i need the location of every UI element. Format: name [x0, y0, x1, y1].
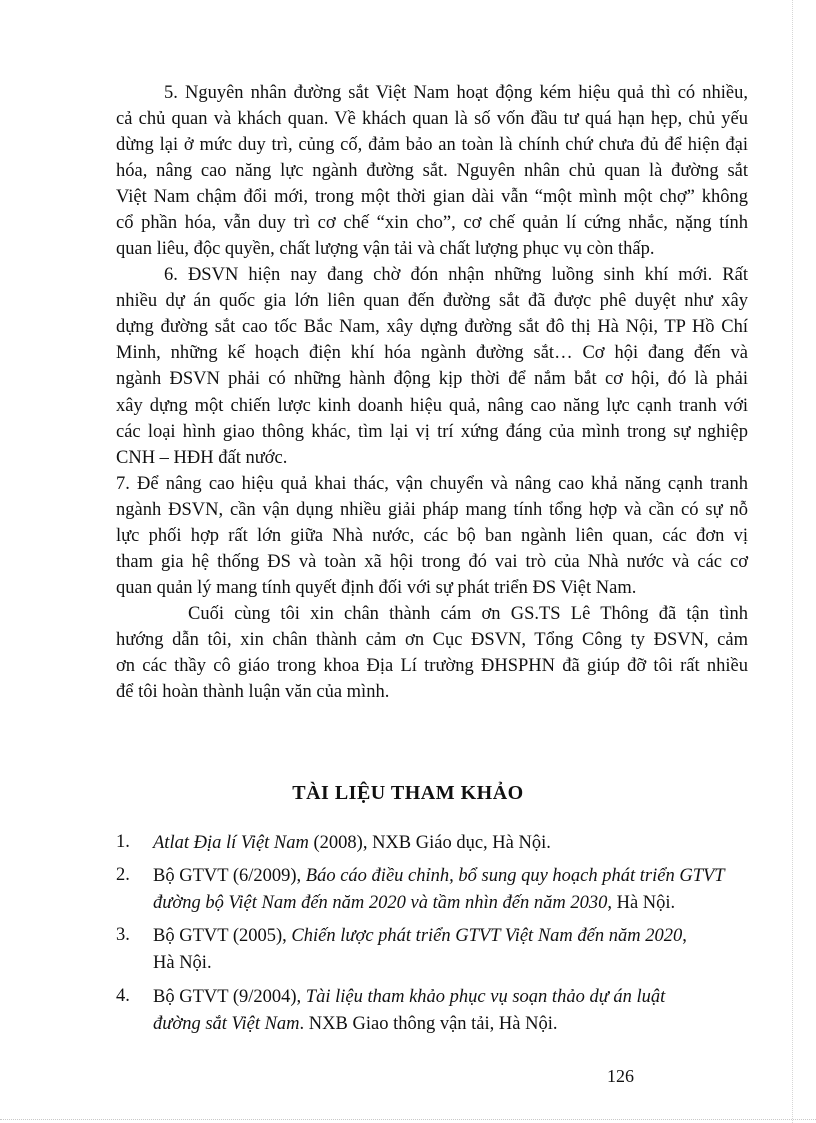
para5-line-2: cả chủ quan và khách quan. Về khách quan là số vốn đầu tư quá hạn hẹp, chủ yếu	[116, 109, 748, 129]
ref-3-title: Chiến lược phát triển GTVT Việt Nam đến năm 2020	[291, 926, 683, 946]
ref-2-title-part-2: đường bộ Việt Nam đến năm 2020 và tầm nhìn đến năm 2030	[153, 893, 608, 913]
thanks-line-1: Cuối cùng tôi xin chân thành cám ơn GS.TS Lê Thông đã tận tình	[188, 604, 748, 624]
ref-4-number: 4.	[116, 986, 130, 1006]
para6-line-3: dựng đường sắt cao tốc Bắc Nam, xây dựng đường sắt đô thị Hà Nội, TP Hồ Chí	[116, 317, 748, 337]
ref-3-comma: ,	[682, 926, 687, 946]
ref-1-title: Atlat Địa lí Việt Nam	[153, 833, 309, 853]
para6-line-1: 6. ĐSVN hiện nay đang chờ đón nhận những luồng sinh khí mới. Rất	[164, 265, 748, 285]
ref-4-title-part-1: Tài liệu tham khảo phục vụ soạn thảo dự án luật	[305, 987, 666, 1007]
ref-2-title-part-1: Báo cáo điều chỉnh, bổ sung quy hoạch phát triển GTVT	[305, 866, 725, 886]
ref-4-author: Bộ GTVT (9/2004),	[153, 987, 306, 1007]
para6-line-2: nhiều dự án quốc gia lớn liên quan đến đường sắt đã được phê duyệt như xây	[116, 291, 748, 311]
para6-line-5: ngành ĐSVN phải có những hành động kịp thời để nắm bắt cơ hội, đó là phải	[116, 369, 748, 389]
thanks-line-4: để tôi hoàn thành luận văn của mình.	[116, 682, 390, 702]
para5-line-5: Việt Nam chậm đổi mới, trong một thời gian dài vẫn “một mình một chợ” không	[116, 187, 748, 207]
page-number: 126	[607, 1066, 634, 1086]
para7-line-4: tham gia hệ thống ĐS và toàn xã hội trong đó vai trò của Nhà nước và các cơ	[116, 552, 748, 572]
ref-2-line-1	[153, 865, 725, 887]
ref-2-author: Bộ GTVT (6/2009),	[153, 866, 306, 886]
ref-1-number: 1.	[116, 832, 130, 852]
para5-line-7: quan liêu, độc quyền, chất lượng vận tải và chất lượng phục vụ còn thấp.	[116, 239, 655, 259]
thanks-line-3: ơn các thầy cô giáo trong khoa Địa Lí trường ĐHSPHN đã giúp đỡ tôi rất nhiều	[116, 656, 748, 676]
ref-3-line-2: Hà Nội.	[153, 953, 212, 973]
ref-4-title-part-2: đường sắt Việt Nam	[153, 1014, 300, 1034]
para6-line-8: CNH – HĐH đất nước.	[116, 448, 288, 468]
bottom-dotted-rule	[0, 1119, 816, 1120]
para6-line-7: các loại hình giao thông khác, tìm lại vị trí xứng đáng của mình trong sự nghiệp	[116, 422, 748, 442]
right-dotted-rule	[792, 0, 793, 1123]
references-title: TÀI LIỆU THAM KHẢO	[292, 782, 524, 804]
para7-line-5: quan quản lý mang tính quyết định đối với sự phát triển ĐS Việt Nam.	[116, 578, 637, 598]
ref-3-number: 3.	[116, 925, 130, 945]
ref-4-line-1	[153, 986, 665, 1008]
para6-line-4: Minh, những kế hoạch điện khí hóa ngành đường sắt… Cơ hội đang đến và	[116, 343, 748, 363]
ref-1-line-1	[153, 832, 551, 854]
para5-line-4: hóa, nâng cao năng lực ngành đường sắt. Nguyên nhân chủ quan là đường sắt	[116, 161, 748, 181]
para7-line-3: lực phối hợp rất lớn giữa Nhà nước, các bộ ban ngành liên quan, các đơn vị	[116, 526, 748, 546]
para7-line-2: ngành ĐSVN, cần vận dụng nhiều giải pháp mang tính tổng hợp và cần có sự nỗ	[116, 500, 748, 520]
para5-line-1: 5. Nguyên nhân đường sắt Việt Nam hoạt động kém hiệu quả thì có nhiều,	[164, 83, 748, 103]
ref-2-line-2	[153, 892, 675, 914]
para5-line-6: cổ phần hóa, vẫn duy trì cơ chế “xin cho”, cơ chế quản lí cứng nhắc, nặng tính	[116, 213, 748, 233]
para7-line-1: 7. Để nâng cao hiệu quả khai thác, vận chuyển và nâng cao khả năng cạnh tranh	[116, 474, 748, 494]
para6-line-6: xây dựng một chiến lược kinh doanh hiệu quả, nâng cao năng lực cạnh tranh với	[116, 396, 748, 416]
ref-4-line-2	[153, 1013, 557, 1035]
para5-line-3: dừng lại ở mức duy trì, củng cố, đảm bảo an toàn là chính chứ chưa đủ để hiện đại	[116, 135, 748, 155]
ref-2-number: 2.	[116, 865, 130, 885]
ref-1-publisher: (2008), NXB Giáo dục, Hà Nội.	[308, 833, 551, 853]
ref-4-publisher: . NXB Giao thông vận tải, Hà Nội.	[299, 1014, 558, 1034]
thanks-line-2: hướng dẫn tôi, xin chân thành cảm ơn Cục ĐSVN, Tổng Công ty ĐSVN, cảm	[116, 630, 748, 650]
ref-3-author: Bộ GTVT (2005),	[153, 926, 292, 946]
ref-2-place: , Hà Nội.	[607, 893, 676, 913]
ref-3-line-1	[153, 925, 687, 947]
